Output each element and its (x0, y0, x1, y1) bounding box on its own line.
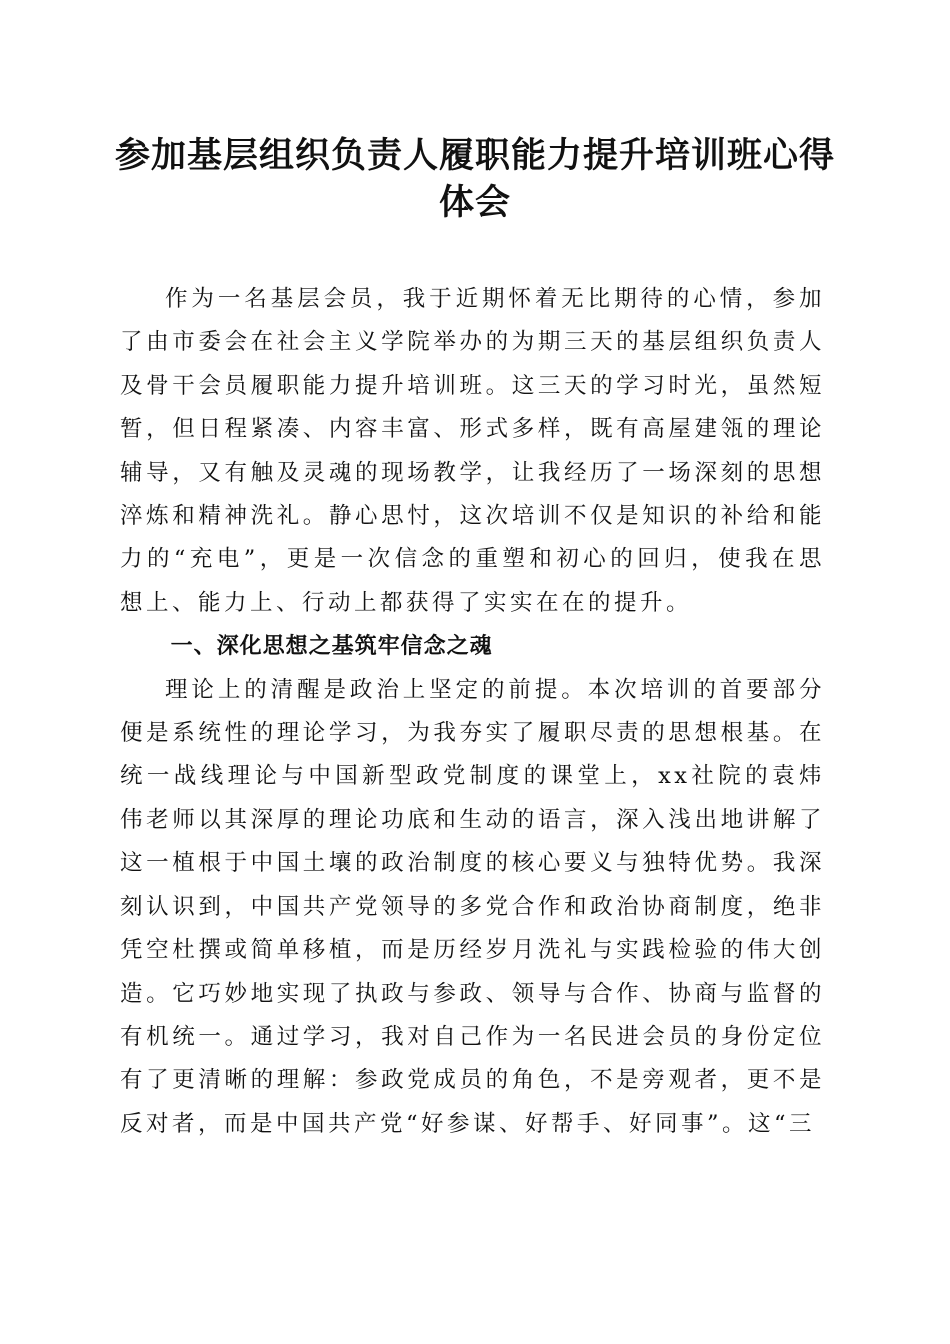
document-title (110, 133, 840, 227)
intro-paragraph: 作为一名基层会员，我于近期怀着无比期待的心情，参加了由市委会在社会主义学院举办的为期三天的基层组织负责人及骨干会员履职能力提升培训班。这三天的学习时光，虽然短暂，但日程紧凑、内容丰富、形式多样，既有高屋建瓴的理论辅导，又有触及灵魂的现场教学，让我经历了一场深刻的思想淬炼和精神洗礼。静心思忖，这次培训不仅是知识的补给和能力的“充电”，更是一次信念的重塑和初心的回归，使我在思想上、能力上、行动上都获得了实实在在的提升。 (120, 286, 825, 616)
title-line-1: 参加基层组织负责人履职能力提升培训班心得 (114, 136, 835, 176)
section-heading-1: 一、深化思想之基筑牢信念之魂 (170, 634, 493, 660)
document-body (120, 278, 825, 1146)
title-line-2: 体会 (438, 183, 511, 223)
section-1-paragraph: 理论上的清醒是政治上坚定的前提。本次培训的首要部分便是系统性的理论学习，为我夯实了履职尽责的思想根基。在统一战线理论与中国新型政党制度的课堂上，xx社院的袁炜伟老师以其深厚的理论功底和生动的语言，深入浅出地讲解了这一植根于中国土壤的政治制度的核心要义与独特优势。我深刻认识到，中国共产党领导的多党合作和政治协商制度，绝非凭空杜撰或简单移植，而是历经岁月洗礼与实践检验的伟大创造。它巧妙地实现了执政与参政、领导与合作、协商与监督的有机统一。通过学习，我对自己作为一名民进会员的身份定位有了更清晰的理解：参政党成员的角色，不是旁观者，更不是反对者，而是中国共产党“好参谋、好帮手、好同事”。这“三 (120, 676, 825, 1137)
